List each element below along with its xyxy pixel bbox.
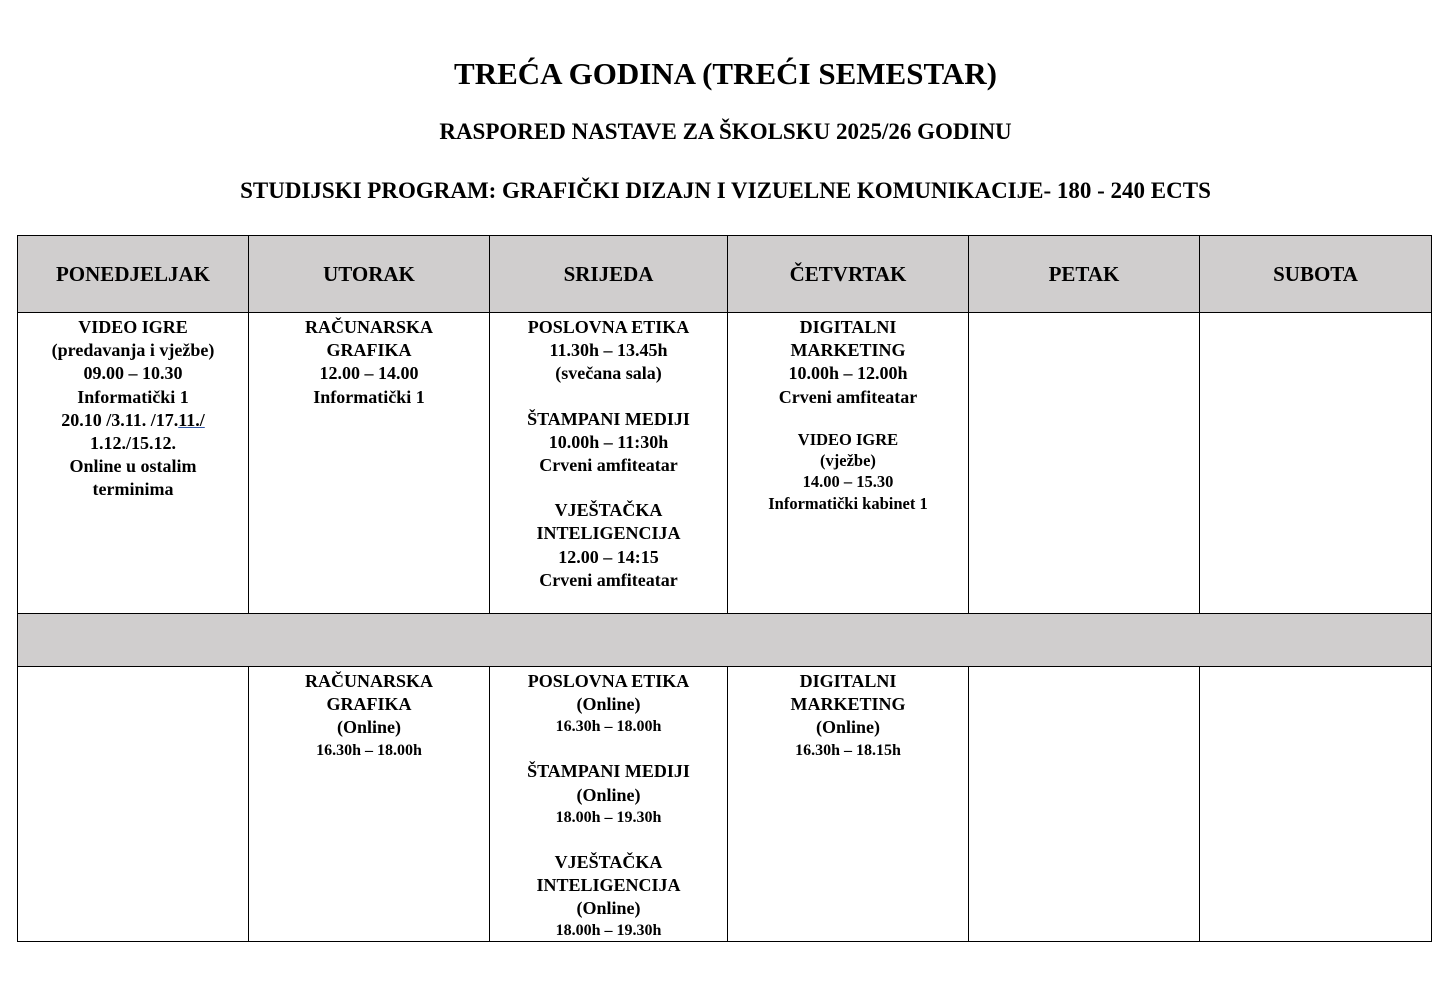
day-header-thursday: ČETVRTAK: [728, 236, 969, 313]
course-dates-part: 20.10 /3.11. /17.: [61, 409, 179, 430]
cell-friday-morning: [969, 313, 1200, 614]
morning-row: [18, 313, 1432, 614]
course-name: ŠTAMPANI MEDIJI: [527, 761, 690, 782]
course-time: 12.00 – 14:15: [558, 546, 659, 567]
course-name: DIGITALNI: [799, 671, 897, 691]
course-mode: (Online): [576, 898, 641, 919]
cell-tuesday-morning: [249, 313, 490, 614]
course-room: Crveni amfiteatar: [539, 569, 678, 590]
course-room: Informatički 1: [313, 386, 425, 407]
course-name-2: MARKETING: [790, 340, 906, 361]
afternoon-row: [18, 667, 1432, 942]
cell-friday-afternoon: [969, 667, 1200, 942]
cell-wednesday-morning: [490, 313, 728, 614]
course-name: POSLOVNA ETIKA: [527, 671, 690, 691]
cell-monday-morning: [18, 313, 249, 614]
course-time: 09.00 – 10.30: [83, 363, 183, 384]
course-room: Crveni amfiteatar: [778, 386, 918, 407]
course-dates-line: [18, 409, 248, 432]
course-time: 10.00h – 11:30h: [548, 431, 669, 452]
page-title: TREĆA GODINA (TREĆI SEMESTAR): [454, 56, 997, 91]
schedule-subtitle: RASPORED NASTAVE ZA ŠKOLSKU 2025/26 GODINU: [439, 119, 1012, 144]
course-name: VJEŠTAČKA: [554, 500, 663, 521]
cell-saturday-afternoon: [1200, 667, 1432, 942]
course-name: ŠTAMPANI MEDIJI: [527, 408, 690, 429]
cell-monday-afternoon: [18, 667, 249, 942]
course-name: DIGITALNI: [799, 317, 897, 337]
course-mode: (Online): [815, 717, 880, 738]
course-type: (predavanja i vježbe): [51, 340, 215, 361]
course-time: 10.00h – 12.00h: [788, 363, 908, 384]
course-room: Informatički kabinet 1: [768, 493, 928, 513]
separator-row: [18, 614, 1432, 667]
course-name-2: GRAFIKA: [326, 340, 412, 361]
cell-saturday-morning: [1200, 313, 1432, 614]
course-type: (vježbe): [820, 451, 876, 471]
course-name-2: INTELIGENCIJA: [536, 523, 681, 544]
course-mode: (Online): [336, 717, 401, 738]
course-mode: (Online): [576, 784, 641, 805]
course-time: 16.30h – 18.00h: [316, 741, 422, 759]
course-time: 11.30h – 13.45h: [549, 340, 668, 361]
cell-tuesday-afternoon: [249, 667, 490, 942]
course-mode: (Online): [576, 694, 641, 715]
course-time: 16.30h – 18.00h: [555, 718, 662, 736]
course-name-2: MARKETING: [790, 694, 906, 715]
course-note: Online u ostalim: [69, 456, 197, 477]
course-time: 18.00h – 19.30h: [555, 922, 662, 940]
course-name-2: INTELIGENCIJA: [536, 875, 681, 896]
course-name: POSLOVNA ETIKA: [527, 317, 690, 337]
cell-thursday-morning: [728, 313, 969, 614]
study-program-title: STUDIJSKI PROGRAM: GRAFIČKI DIZAJN I VIZUELNE KOMUNIKACIJE- 180 - 240 ECTS: [240, 178, 1211, 203]
course-time: 12.00 – 14.00: [319, 363, 419, 384]
course-note-2: terminima: [92, 479, 174, 500]
day-header-friday: PETAK: [969, 236, 1200, 313]
separator-cell: [18, 614, 1432, 667]
schedule-table: [17, 235, 1432, 942]
day-header-saturday: SUBOTA: [1200, 236, 1432, 313]
course-time: 16.30h – 18.15h: [795, 741, 901, 759]
course-dates-underlined: 11./: [178, 409, 205, 430]
course-name-2: GRAFIKA: [326, 694, 412, 715]
course-name: VIDEO IGRE: [78, 317, 188, 337]
course-room: Informatički 1: [77, 386, 189, 407]
cell-wednesday-afternoon: [490, 667, 728, 942]
course-room: Crveni amfiteatar: [539, 455, 678, 476]
day-header-monday: PONEDJELJAK: [18, 236, 249, 313]
course-name: VIDEO IGRE: [797, 429, 899, 449]
day-header-wednesday: SRIJEDA: [490, 236, 728, 313]
course-time: 14.00 – 15.30: [802, 472, 894, 492]
course-name: VJEŠTAČKA: [554, 851, 663, 872]
course-name: RAČUNARSKA: [304, 671, 433, 691]
day-header-tuesday: UTORAK: [249, 236, 490, 313]
cell-thursday-afternoon: [728, 667, 969, 942]
days-header-row: [18, 236, 1432, 313]
course-time: 18.00h – 19.30h: [555, 808, 662, 826]
course-name: RAČUNARSKA: [304, 317, 433, 337]
course-room: (svečana sala): [555, 363, 662, 384]
course-dates-line-2: 1.12./15.12.: [89, 433, 176, 454]
